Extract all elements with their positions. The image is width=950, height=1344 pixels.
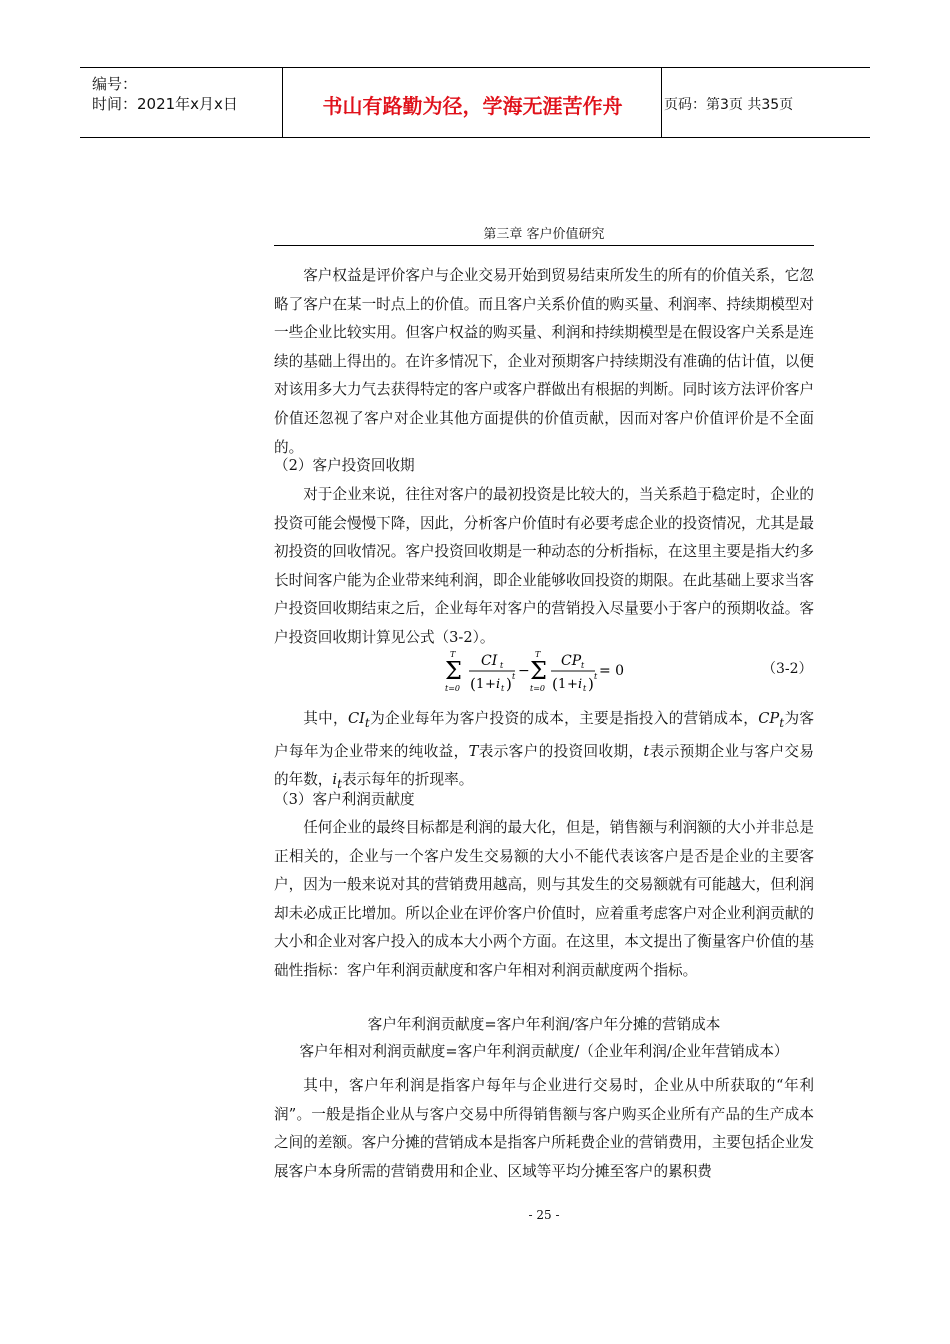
numerator-ci: CI: [481, 653, 498, 669]
text-segment: 为客户每年为企业带来的纯收益，: [274, 710, 814, 760]
number-label: 编号：: [92, 75, 138, 93]
section-heading-payback: （2）客户投资回收期: [274, 457, 415, 474]
denominator-var-2: i: [578, 677, 583, 692]
symbol-i-sub: t: [337, 777, 342, 791]
section-heading-profit-contribution: （3）客户利润贡献度: [274, 791, 415, 808]
header-page-info: 页码：第3页 共35页: [664, 97, 794, 113]
paragraph-annual-profit: 其中，客户年利润是指客户每年与企业进行交易时，企业从中所获取的“年利润”。一般是指企业从与客户交易中所得销售额与客户购买企业所有产品的生产成本之间的差额。客户分摊的营销成本是指客户所耗费企业的营销费用，主要包括企业发展客户本身所需的营销费用和企业、区域等平均分摊至客户的累积费: [274, 1077, 814, 1180]
symbol-T: T: [468, 742, 479, 760]
text-segment: 表示每年的折现率。: [341, 771, 474, 789]
sigma-1: Σ: [445, 657, 462, 685]
formula-number: （3-2）: [762, 661, 813, 677]
formula-3-2: [445, 649, 635, 701]
symbol-ci-sub: t: [364, 715, 370, 730]
symbol-t: t: [643, 742, 650, 760]
sigma-2: Σ: [530, 657, 547, 685]
exponent-2: t: [594, 672, 598, 681]
exponent-1: t: [512, 672, 516, 681]
definition-annual-contribution: 客户年利润贡献度=客户年利润/客户年分摊的营销成本: [367, 1016, 721, 1033]
paragraph-variable-definitions: [274, 705, 814, 799]
paren-open-2: (: [552, 675, 558, 693]
denominator-var-1: i: [496, 677, 501, 692]
document-header: [80, 67, 870, 138]
plus-2: +: [567, 677, 578, 692]
paren-close-1: ): [506, 675, 512, 693]
formula-graphic: [445, 649, 635, 697]
header-motto: 书山有路勤为径，学海无涯苦作舟: [322, 94, 623, 118]
symbol-cp: CP: [758, 710, 780, 727]
numerator-cp-sub: t: [581, 661, 585, 670]
header-divider: [282, 68, 283, 137]
denominator-one-1: 1: [476, 677, 485, 692]
sum-upper-1: T: [450, 650, 456, 659]
sum-upper-2: T: [535, 650, 541, 659]
paren-close-2: ): [588, 675, 594, 693]
paragraph-payback: 对于企业来说，往往对客户的最初投资是比较大的，当关系趋于稳定时，企业的投资可能会慢慢下降，因此，分析客户价值时有必要考虑企业的投资情况，尤其是最初投资的回收情况。客户投资回收期是一种动态的分析指标，在这里主要是指大约多长时间客户能为企业带来纯利润，即企业能够收回投资的期限。在此基础上要求当客户投资回收期结束之后，企业每年对客户的营销投入尽量要小于客户的预期收益。客户投资回收期计算见公式（3-2）。: [274, 486, 814, 646]
time-label: 时间：2021年x月x日: [92, 95, 238, 113]
chapter-rule: [274, 245, 814, 246]
formula-rhs: = 0: [599, 663, 625, 679]
symbol-cp-sub: t: [779, 715, 785, 730]
paragraph-customer-equity: 客户权益是评价客户与企业交易开始到贸易结束所发生的所有的价值关系，它忽略了客户在某一时点上的价值。而且客户关系价值的购买量、利润率、持续期模型对一些企业比较实用。但客户权益的购买量、利润和持续期模型是在假设客户关系是连续的基础上得出的。在许多情况下，企业对预期客户持续期没有准确的估计值，以便对该用多大力气去获得特定的客户或客户群做出有根据的判断。同时该方法评价客户价值还忽视了客户对企业其他方面提供的价值贡献，因而对客户价值评价是不全面的。: [274, 267, 814, 456]
text-segment: 表示预期企业与客户交易的年数，: [274, 742, 814, 789]
text-segment: 表示客户的投资回收期，: [478, 742, 644, 760]
denominator-sub-1: t: [501, 684, 505, 693]
sum-lower-2: t=0: [530, 684, 546, 693]
chapter-title: 第三章 客户价值研究: [483, 227, 605, 242]
denominator-one-2: 1: [558, 677, 567, 692]
denominator-sub-2: t: [583, 684, 587, 693]
text-segment: 其中，: [303, 710, 348, 727]
text-segment: 为企业每年为客户投资的成本，主要是指投入的营销成本，: [369, 710, 759, 727]
symbol-ci: CI: [347, 710, 365, 727]
sum-lower-1: t=0: [445, 684, 461, 693]
paragraph-profit-contribution: 任何企业的最终目标都是利润的最大化，但是，销售额与利润额的大小并非总是正相关的，企业与一个客户发生交易额的大小不能代表该客户是否是企业的主要客户，因为一般来说对其的营销费用越高，则与其发生的交易额就有可能越大，但利润却未必成正比增加。所以企业在评价客户价值时，应着重考虑客户对企业利润贡献的大小和企业对客户投入的成本大小两个方面。在这里，本文提出了衡量客户价值的基础性指标：客户年利润贡献度和客户年相对利润贡献度两个指标。: [274, 819, 814, 979]
numerator-cp: CP: [561, 653, 582, 669]
definition-relative-contribution: 客户年相对利润贡献度=客户年利润贡献度/（企业年利润/企业年营销成本）: [299, 1043, 789, 1060]
header-meta: [92, 74, 238, 114]
header-divider: [661, 68, 662, 137]
paren-open-1: (: [470, 675, 476, 693]
minus-operator: −: [518, 663, 530, 679]
numerator-ci-sub: t: [500, 661, 504, 670]
page-number: - 25 -: [528, 1208, 560, 1222]
plus-1: +: [485, 677, 496, 692]
symbol-i: i: [332, 771, 338, 789]
